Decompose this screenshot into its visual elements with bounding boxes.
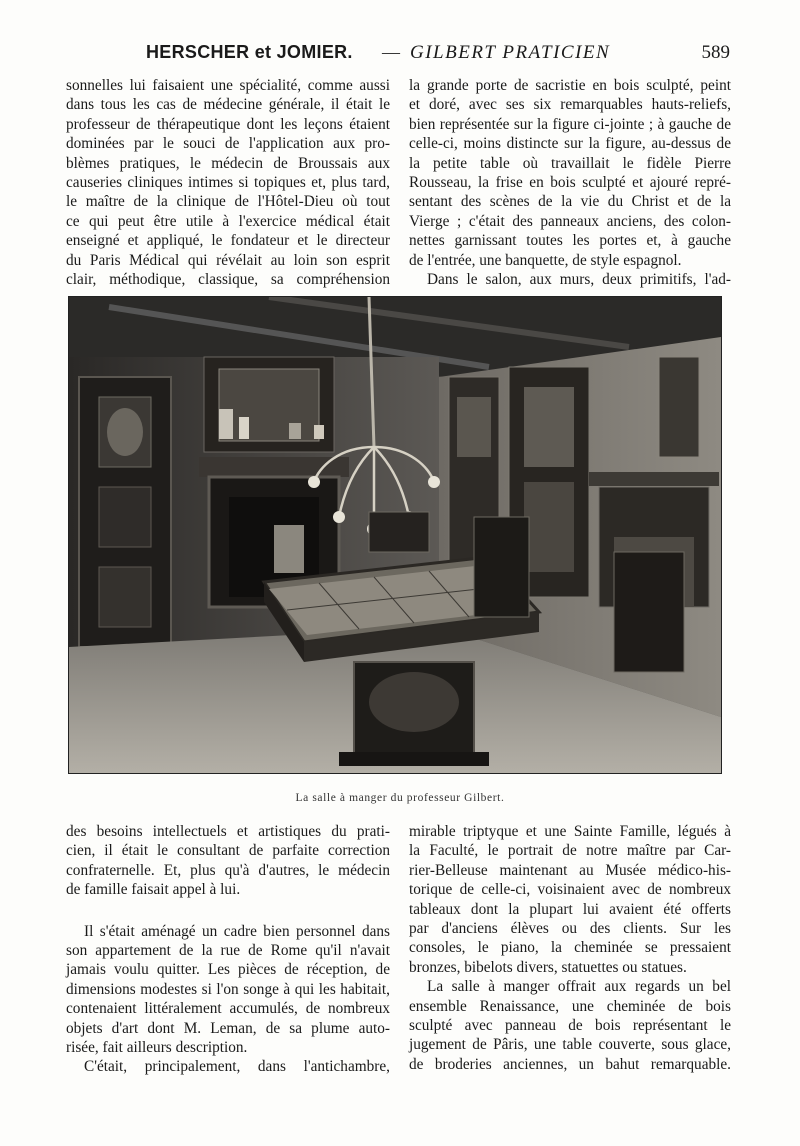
text-line: de broderies anciennes, un bahut remarquable. bbox=[409, 1055, 731, 1073]
text-line: consoles, le piano, la cheminée se pressaient bbox=[409, 939, 731, 957]
text-line: Dans le salon, aux murs, deux primitifs, l'ad- bbox=[427, 271, 731, 289]
text-line: de famille faisait appel à lui. bbox=[66, 881, 241, 899]
running-header bbox=[66, 42, 730, 68]
text-line: Rousseau, la frise en bois sculpté et ajouré repré- bbox=[409, 174, 731, 192]
text-line: la Faculté, le portrait de notre maître par Car- bbox=[409, 842, 731, 860]
text-line: Vierge ; c'était des panneaux anciens, des colon- bbox=[409, 212, 731, 230]
text-line: blèmes pratiques, le médecin de Broussais aux bbox=[66, 154, 390, 172]
text-line: celle-ci, moins distincte sur la figure, au-dessus de bbox=[409, 135, 731, 153]
dining-room-photograph bbox=[68, 296, 722, 774]
text-line: professeur de thérapeutique dont les leçons étaient bbox=[66, 115, 390, 133]
text-line: mirable triptyque et une Sainte Famille, légués à bbox=[409, 823, 731, 840]
text-line: confraternelle. Et, plus qu'à d'autres, le médecin bbox=[66, 861, 390, 879]
paragraph bbox=[409, 822, 731, 977]
text-line: dimensions modestes si l'on songe à qui les habitait, bbox=[66, 980, 390, 998]
text-line: bronzes, bibelots divers, statuettes ou statues. bbox=[409, 958, 687, 976]
text-line: contenaient littéralement accumulés, de nombreux bbox=[66, 1000, 390, 1018]
text-line: dans tous les cas de médecine générale, il était le bbox=[66, 96, 390, 114]
text-line: du Paris Médical qui révélait au loin son esprit bbox=[66, 251, 390, 269]
text-line: dominées par le souci de l'application aux pro- bbox=[66, 135, 390, 153]
text-line: cien, il était le consultant de parfaite correction bbox=[66, 842, 390, 860]
text-line: par d'anciens élèves ou des clients. Sur les bbox=[409, 920, 731, 938]
text-line: enseigné et appliqué, le fondateur et le directeur bbox=[66, 232, 390, 250]
text-line: ensemble Renaissance, une cheminée de bois bbox=[409, 997, 731, 1015]
header-dash: — bbox=[382, 42, 400, 62]
text-line: le maître de la clinique de l'Hôtel-Dieu où tout bbox=[66, 193, 390, 211]
paragraph bbox=[409, 76, 731, 289]
text-line: risée, fait ailleurs description. bbox=[66, 1039, 248, 1057]
column-bottom-right bbox=[409, 822, 731, 1074]
text-line: ce qui peut être utile à l'exercice médical était bbox=[66, 212, 390, 230]
text-line: jugement de Pâris, une table couverte, sous glace, bbox=[409, 1036, 731, 1054]
figure-caption: La salle à manger du professeur Gilbert. bbox=[295, 792, 505, 804]
header-title: GILBERT PRATICIEN bbox=[410, 42, 611, 63]
text-line: torique de celle-ci, voisinaient avec de nombreux bbox=[409, 881, 731, 899]
photograph-illustration bbox=[69, 297, 721, 773]
column-top-left bbox=[66, 76, 390, 289]
text-line: sentant des scènes de la vie du Christ et de la bbox=[409, 193, 731, 211]
text-line: la petite table où travaillait le fidèle Pierre bbox=[409, 154, 731, 172]
paragraph bbox=[409, 977, 731, 1074]
column-top-right bbox=[409, 76, 731, 289]
column-bottom-left bbox=[66, 822, 390, 1077]
text-line: nettes garnissant toutes les portes et, à gauche bbox=[409, 232, 731, 250]
text-line: bien représentée sur la figure ci-jointe ; à gauche de bbox=[409, 115, 731, 133]
text-line: La salle à manger offrait aux regards un bel bbox=[427, 978, 731, 996]
text-line: objets d'art dont M. Leman, de sa plume auto- bbox=[66, 1019, 390, 1037]
paragraph bbox=[66, 1057, 390, 1076]
text-line: jamais voulu quitter. Les pièces de réception, de bbox=[66, 961, 390, 979]
text-line: rier-Belleuse maintenant au Musée médico-his- bbox=[409, 861, 731, 879]
text-line: des besoins intellectuels et artistiques du prati- bbox=[66, 823, 390, 840]
text-line: son appartement de la rue de Rome qu'il n'avait bbox=[66, 942, 390, 960]
text-line: causeries cliniques intimes si topiques et, plus tard, bbox=[66, 174, 390, 192]
paragraph bbox=[66, 922, 390, 1058]
text-line: de l'entrée, une banquette, de style espagnol. bbox=[409, 251, 682, 269]
text-line: C'était, principalement, dans l'antichambre, bbox=[84, 1058, 390, 1076]
page-number: 589 bbox=[701, 42, 730, 63]
text-line: clair, méthodique, classique, sa compréhension bbox=[66, 271, 390, 289]
text-line: tableaux dont la plupart lui avaient été offerts bbox=[409, 900, 731, 918]
text-line: la grande porte de sacristie en bois sculpté, peint bbox=[409, 77, 731, 94]
paragraph bbox=[66, 822, 390, 900]
paragraph bbox=[66, 76, 390, 289]
text-line: sculpté avec panneau de bois représentant le bbox=[409, 1017, 731, 1035]
text-line: et doré, avec ses six remarquables hauts-reliefs, bbox=[409, 96, 731, 114]
header-authors: HERSCHER et JOMIER. bbox=[146, 42, 353, 62]
text-line: Il s'était aménagé un cadre bien personnel dans bbox=[84, 922, 390, 940]
text-line: sonnelles lui faisaient une spécialité, comme aussi bbox=[66, 77, 390, 94]
